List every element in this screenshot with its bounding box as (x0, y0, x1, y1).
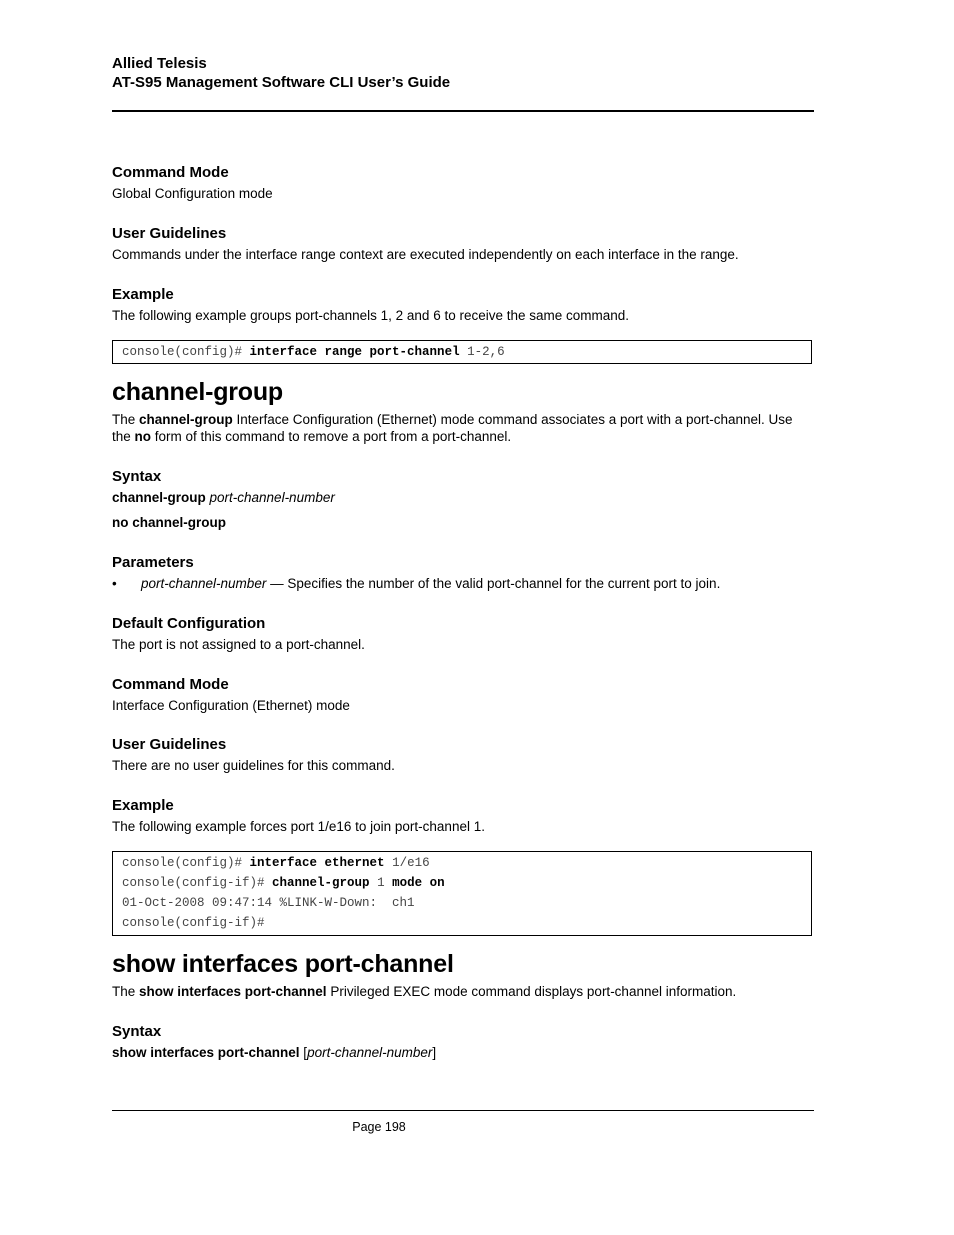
example-text: The following example forces port 1/e16 to join port-channel 1. (112, 819, 485, 834)
channel-group-description: The channel-group Interface Configuration (Ethernet) mode command associates a port with a port-channel. Use the no form of this command to remove a port from a port-channel. (112, 412, 793, 444)
syntax-line: show interfaces port-channel [port-channel-number] (112, 1045, 437, 1060)
heading-example: Example (112, 797, 174, 814)
section-example-prev (112, 286, 814, 324)
command-mode-text: Interface Configuration (Ethernet) mode (112, 698, 350, 713)
section-title: channel-group (112, 378, 284, 406)
running-header (112, 54, 450, 92)
section-title: show interfaces port-channel (112, 950, 454, 978)
bullet-icon: • (112, 576, 117, 591)
heading-example: Example (112, 286, 174, 303)
code-line: console(config-if)# (122, 916, 265, 930)
code-line: console(config-if)# channel-group 1 mode on (122, 876, 445, 890)
heading-syntax: Syntax (112, 1023, 162, 1040)
default-config-section (112, 615, 814, 653)
code-line: console(config)# interface range port-channel 1-2,6 (122, 345, 505, 359)
command-mode-section (112, 676, 814, 714)
user-guidelines-text: There are no user guidelines for this command. (112, 758, 395, 773)
footer-rule (112, 1110, 814, 1111)
channel-group-section (112, 378, 814, 445)
user-guidelines-text: Commands under the interface range context are executed independently on each interface in the range. (112, 247, 739, 262)
code-block-channel-group (112, 851, 812, 936)
parameter-item: • port-channel-number — Specifies the number of the valid port-channel for the current port to join. (112, 576, 721, 591)
section-command-mode-prev (112, 164, 814, 202)
heading-user-guidelines: User Guidelines (112, 736, 227, 753)
parameters-section (112, 554, 814, 592)
page-number: Page 198 (352, 1120, 406, 1134)
header-rule (112, 110, 814, 112)
code-line: 01-Oct-2008 09:47:14 %LINK-W-Down: ch1 (122, 896, 415, 910)
header-guide-title: AT-S95 Management Software CLI User’s Guide (112, 74, 451, 91)
section-user-guidelines-prev (112, 225, 814, 263)
heading-command-mode: Command Mode (112, 676, 229, 693)
heading-command-mode: Command Mode (112, 164, 229, 181)
heading-default-configuration: Default Configuration (112, 615, 266, 632)
example-text: The following example groups port-channels 1, 2 and 6 to receive the same command. (112, 308, 630, 323)
heading-syntax: Syntax (112, 468, 162, 485)
show-interfaces-section (112, 950, 814, 1000)
syntax-section (112, 468, 814, 531)
show-interfaces-description: The show interfaces port-channel Privileged EXEC mode command displays port-channel information. (112, 984, 737, 999)
header-company: Allied Telesis (112, 55, 207, 72)
heading-user-guidelines: User Guidelines (112, 225, 227, 242)
syntax-line: channel-group port-channel-number (112, 490, 335, 505)
syntax-no-form: no channel-group (112, 515, 226, 530)
user-guidelines-section (112, 736, 814, 774)
code-block-range (112, 340, 812, 364)
default-config-text: The port is not assigned to a port-channel. (112, 637, 365, 652)
show-syntax-section (112, 1023, 814, 1061)
command-mode-text: Global Configuration mode (112, 186, 273, 201)
heading-parameters: Parameters (112, 554, 194, 571)
code-line: console(config)# interface ethernet 1/e16 (122, 856, 430, 870)
example-section (112, 797, 814, 835)
